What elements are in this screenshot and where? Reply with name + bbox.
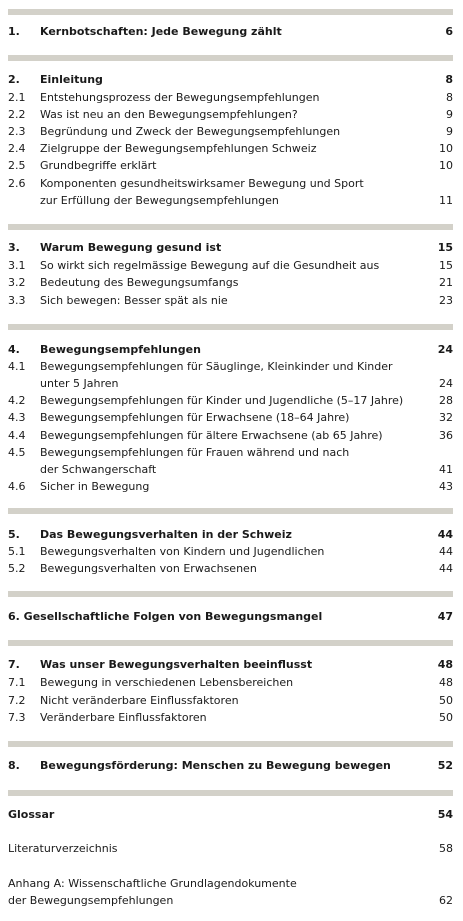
item-number: 4.4	[8, 429, 26, 442]
toc-section-5[interactable]	[0, 526, 463, 543]
toc-item-3-1[interactable]	[0, 257, 463, 274]
page-number: 8	[445, 73, 453, 86]
item-title: Bewegungsverhalten von Erwachsenen	[40, 562, 257, 575]
section-number: 5.	[8, 528, 20, 541]
page-number: 11	[439, 194, 453, 207]
toc-section-8[interactable]	[0, 757, 463, 774]
item-number: 7.1	[8, 676, 26, 689]
section-number: 1.	[8, 25, 20, 38]
item-title-continued: zur Erfüllung der Bewegungsempfehlungen	[40, 194, 279, 207]
page-number: 15	[437, 241, 453, 254]
toc-literatur[interactable]	[0, 840, 463, 857]
toc-item-4-6[interactable]	[0, 478, 463, 495]
toc-item-4-1-continued[interactable]	[0, 375, 463, 392]
item-title: Was ist neu an den Bewegungsempfehlungen?	[40, 108, 298, 121]
item-title: Bewegungsempfehlungen für ältere Erwachsene (ab 65 Jahre)	[40, 429, 383, 442]
item-title: So wirkt sich regelmässige Bewegung auf die Gesundheit aus	[40, 259, 380, 272]
toc-item-5-1[interactable]	[0, 543, 463, 560]
page-number: 52	[437, 759, 453, 772]
toc-section-7[interactable]	[0, 656, 463, 673]
toc-item-5-2[interactable]	[0, 560, 463, 577]
page-number: 50	[439, 694, 453, 707]
item-title: Bewegungsempfehlungen für Frauen während und nach	[40, 446, 350, 459]
item-title-continued: unter 5 Jahren	[40, 377, 119, 390]
page-number: 48	[437, 658, 453, 671]
item-title: Veränderbare Einflussfaktoren	[40, 711, 207, 724]
page-number: 24	[439, 377, 453, 390]
page-number: 9	[446, 125, 453, 138]
toc-item-2-3[interactable]	[0, 123, 463, 140]
page-number: 10	[439, 142, 453, 155]
page-number: 6	[445, 25, 453, 38]
toc-item-2-1[interactable]	[0, 89, 463, 106]
toc-item-7-3[interactable]	[0, 709, 463, 726]
item-title: Nicht veränderbare Einflussfaktoren	[40, 694, 239, 707]
section-title: Das Bewegungsverhalten in der Schweiz	[40, 528, 292, 541]
section-number: 4.	[8, 343, 20, 356]
toc-item-7-2[interactable]	[0, 692, 463, 709]
item-number: 7.3	[8, 711, 26, 724]
page-number: 21	[439, 276, 453, 289]
toc-section-4[interactable]	[0, 341, 463, 358]
item-title: Komponenten gesundheitswirksamer Bewegung und Sport	[40, 177, 364, 190]
item-title: Bedeutung des Bewegungsumfangs	[40, 276, 239, 289]
page-number: 32	[439, 411, 453, 424]
toc-anhang[interactable]	[0, 875, 463, 892]
page-number: 62	[439, 894, 453, 907]
item-title: Sich bewegen: Besser spät als nie	[40, 294, 228, 307]
toc-item-7-1[interactable]	[0, 674, 463, 691]
toc-item-4-4[interactable]	[0, 427, 463, 444]
item-number: 2.6	[8, 177, 26, 190]
page-number: 47	[437, 610, 453, 623]
item-number: 2.3	[8, 125, 26, 138]
toc-item-2-6-continued[interactable]	[0, 192, 463, 209]
toc-section-3[interactable]	[0, 239, 463, 256]
section-divider	[8, 790, 453, 796]
section-title: Was unser Bewegungsverhalten beeinflusst	[40, 658, 313, 671]
item-number: 3.2	[8, 276, 26, 289]
literatur-title: Literaturverzeichnis	[8, 842, 118, 855]
section-divider	[8, 9, 453, 15]
toc-item-2-4[interactable]	[0, 140, 463, 157]
item-title: Zielgruppe der Bewegungsempfehlungen Schweiz	[40, 142, 317, 155]
item-title: Begründung und Zweck der Bewegungsempfehlungen	[40, 125, 341, 138]
page-number: 41	[439, 463, 453, 476]
toc-item-4-5-continued[interactable]	[0, 461, 463, 478]
toc-item-3-3[interactable]	[0, 292, 463, 309]
section-divider	[8, 741, 453, 747]
item-number: 2.5	[8, 159, 26, 172]
section-title: Einleitung	[40, 73, 103, 86]
page-number: 44	[437, 528, 453, 541]
section-divider	[8, 591, 453, 597]
item-title: Grundbegriffe erklärt	[40, 159, 157, 172]
section-divider	[8, 224, 453, 230]
anhang-title: Anhang A: Wissenschaftliche Grundlagendokumente	[8, 877, 297, 890]
page-number: 43	[439, 480, 453, 493]
page-number: 44	[439, 545, 453, 558]
item-number: 4.6	[8, 480, 26, 493]
toc-item-4-1[interactable]	[0, 358, 463, 375]
toc-item-4-3[interactable]	[0, 409, 463, 426]
anhang-title-continued: der Bewegungsempfehlungen	[8, 894, 174, 907]
page-number: 50	[439, 711, 453, 724]
item-title: Bewegungsempfehlungen für Erwachsene (18–64 Jahre)	[40, 411, 350, 424]
item-number: 4.2	[8, 394, 26, 407]
item-number: 2.4	[8, 142, 26, 155]
toc-item-2-2[interactable]	[0, 106, 463, 123]
item-title: Bewegungsempfehlungen für Säuglinge, Kleinkinder und Kinder	[40, 360, 393, 373]
item-number: 7.2	[8, 694, 26, 707]
toc-item-3-2[interactable]	[0, 274, 463, 291]
item-number: 5.2	[8, 562, 26, 575]
section-divider	[8, 640, 453, 646]
toc-section-6[interactable]	[0, 608, 463, 625]
item-number: 2.2	[8, 108, 26, 121]
toc-item-2-6[interactable]	[0, 175, 463, 192]
page-number: 28	[439, 394, 453, 407]
toc-item-4-5[interactable]	[0, 444, 463, 461]
section-title: Bewegungsförderung: Menschen zu Bewegung bewegen	[40, 759, 391, 772]
section-number: 8.	[8, 759, 20, 772]
item-title: Sicher in Bewegung	[40, 480, 150, 493]
section-title: Warum Bewegung gesund ist	[40, 241, 222, 254]
item-number: 4.1	[8, 360, 26, 373]
page-number: 54	[437, 808, 453, 821]
toc-item-2-5[interactable]	[0, 157, 463, 174]
item-title-continued: der Schwangerschaft	[40, 463, 157, 476]
page-number: 36	[439, 429, 453, 442]
page-number: 24	[437, 343, 453, 356]
item-number: 2.1	[8, 91, 26, 104]
toc-anhang-continued[interactable]	[0, 892, 463, 909]
item-title: Bewegung in verschiedenen Lebensbereichen	[40, 676, 294, 689]
section-title: Bewegungsempfehlungen	[40, 343, 201, 356]
item-number: 4.5	[8, 446, 26, 459]
page-number: 9	[446, 108, 453, 121]
item-number: 3.1	[8, 259, 26, 272]
section-divider	[8, 55, 453, 61]
section-number: 3.	[8, 241, 20, 254]
section-divider	[8, 508, 453, 514]
glossar-title: Glossar	[8, 808, 55, 821]
item-title: Bewegungsverhalten von Kindern und Jugendlichen	[40, 545, 325, 558]
page-number: 23	[439, 294, 453, 307]
toc-item-4-2[interactable]	[0, 392, 463, 409]
section-title: Kernbotschaften: Jede Bewegung zählt	[40, 25, 282, 38]
toc-section-1[interactable]	[0, 23, 463, 40]
item-number: 3.3	[8, 294, 26, 307]
item-number: 5.1	[8, 545, 26, 558]
item-number: 4.3	[8, 411, 26, 424]
page-number: 8	[446, 91, 453, 104]
section-divider	[8, 324, 453, 330]
section-number: 2.	[8, 73, 20, 86]
section-title: 6. Gesellschaftliche Folgen von Bewegungsmangel	[8, 610, 323, 623]
page-number: 10	[439, 159, 453, 172]
page-number: 44	[439, 562, 453, 575]
page-number: 15	[439, 259, 453, 272]
toc-glossar[interactable]	[0, 806, 463, 823]
section-number: 7.	[8, 658, 20, 671]
page-number: 58	[439, 842, 453, 855]
page-number: 48	[439, 676, 453, 689]
item-title: Entstehungsprozess der Bewegungsempfehlungen	[40, 91, 320, 104]
item-title: Bewegungsempfehlungen für Kinder und Jugendliche (5–17 Jahre)	[40, 394, 404, 407]
toc-section-2[interactable]	[0, 71, 463, 88]
